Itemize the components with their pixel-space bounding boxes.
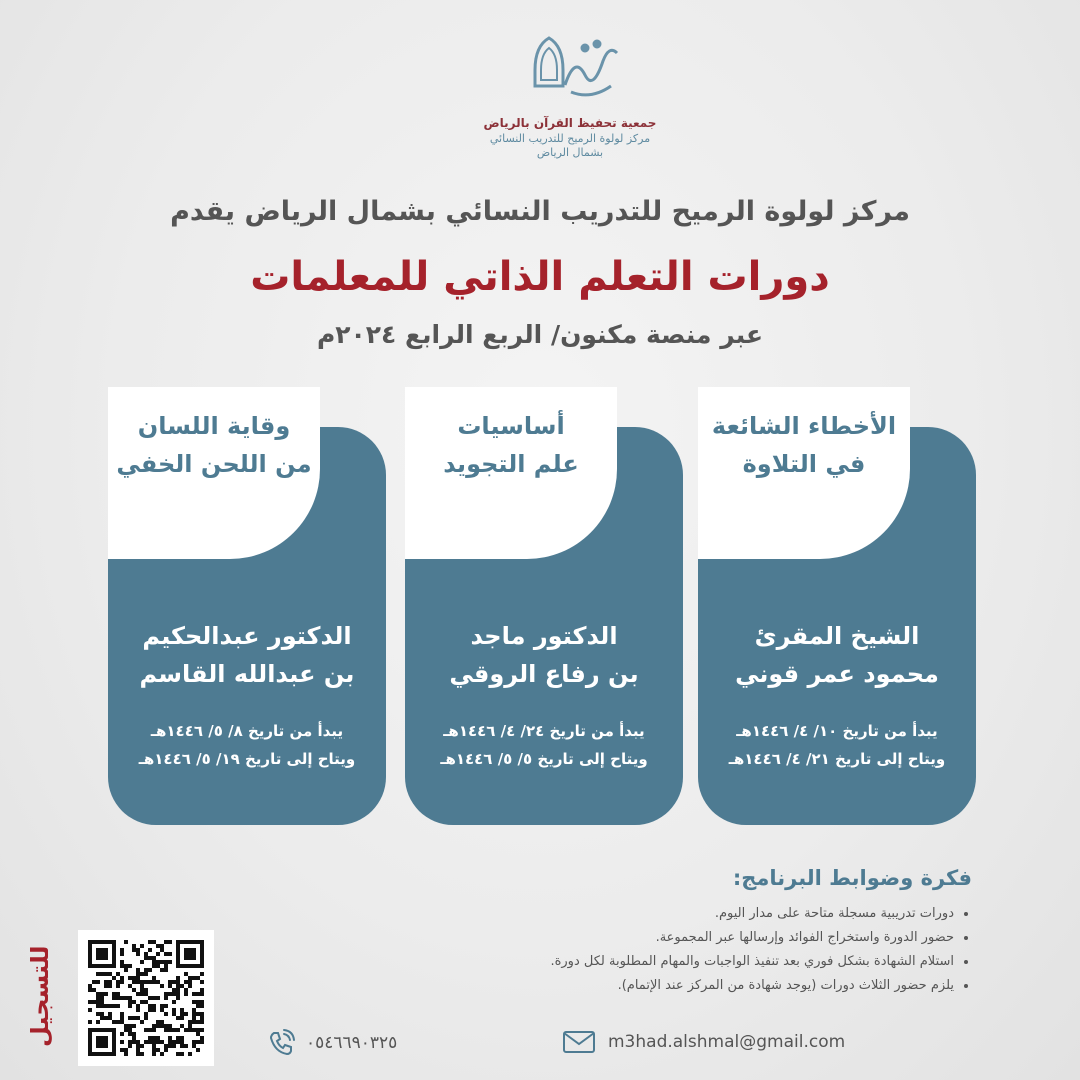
email-address: m3had.alshmal@gmail.com <box>608 1032 846 1052</box>
course-title-line-1: الأخطاء الشائعة <box>711 412 897 440</box>
rule-item: • يلزم حضور الثلاث دورات (يوجد شهادة من المركز عند الإتمام). <box>354 974 954 998</box>
course-instructor <box>698 617 976 693</box>
rule-item: • دورات تدريبية مسجلة متاحة على مدار اليوم. <box>354 902 954 926</box>
rules-list <box>354 902 972 998</box>
register-label: للتسجيل <box>26 945 54 1047</box>
course-start-date: يبدأ من تاريخ ٨/ ٥/ ١٤٤٦هـ <box>150 722 344 740</box>
instructor-line-2: محمود عمر قوني <box>735 660 939 688</box>
course-instructor <box>405 617 683 693</box>
rule-item: • استلام الشهادة بشكل فوري بعد تنفيذ الواجبات والمهام المطلوبة لكل دورة. <box>354 950 954 974</box>
course-start-date: يبدأ من تاريخ ٢٤/ ٤/ ١٤٤٦هـ <box>443 722 645 740</box>
instructor-line-1: الشيخ المقرئ <box>754 622 920 650</box>
course-title-line-1: وقاية اللسان <box>137 412 291 440</box>
course-instructor <box>108 617 386 693</box>
course-card-title-tab <box>108 387 320 559</box>
logo-line-2: مركز لولوة الرميح للتدريب النسائي <box>489 132 651 145</box>
instructor-line-2: بن عبدالله القاسم <box>139 660 355 688</box>
course-title <box>405 407 617 483</box>
logo <box>470 30 670 159</box>
rule-item: • حضور الدورة واستخراج الفوائد وإرسالها عبر المجموعة. <box>354 926 954 950</box>
course-end-date: ويتاح إلى تاريخ ٥/ ٥/ ١٤٤٦هـ <box>440 750 648 768</box>
logo-line-1: جمعية تحفيظ القرآن بالرياض <box>483 116 657 130</box>
phone-contact[interactable] <box>266 1028 397 1058</box>
course-title-line-2: علم التجويد <box>443 450 579 478</box>
instructor-line-1: الدكتور ماجد <box>470 622 618 650</box>
phone-icon <box>266 1028 296 1058</box>
course-title-line-2: من اللحن الخفي <box>116 450 312 478</box>
qr-code-icon[interactable] <box>78 930 214 1066</box>
course-card-title-tab <box>405 387 617 559</box>
phone-number: ٠٥٤٦٦٩٠٣٢٥ <box>306 1033 398 1053</box>
mail-icon <box>562 1030 596 1054</box>
course-end-date: ويتاح إلى تاريخ ١٩/ ٥/ ١٤٤٦هـ <box>138 750 356 768</box>
course-title <box>108 407 320 483</box>
course-dates <box>698 717 976 773</box>
course-title <box>698 407 910 483</box>
course-card-2 <box>405 412 683 825</box>
presenter-text: مركز لولوة الرميح للتدريب النسائي بشمال الرياض يقدم <box>170 196 910 227</box>
logo-line-3: بشمال الرياض <box>536 146 604 159</box>
instructor-line-1: الدكتور عبدالحكيم <box>142 622 352 650</box>
course-title-line-1: أساسيات <box>457 412 565 440</box>
makenon-logo-icon <box>515 30 625 110</box>
course-card-title-tab <box>698 387 910 559</box>
email-contact[interactable] <box>562 1030 845 1054</box>
course-dates <box>108 717 386 773</box>
page-subtitle: عبر منصة مكنون/ الربع الرابع ٢٠٢٤م <box>316 320 764 349</box>
course-dates <box>405 717 683 773</box>
rules-title: فكرة وضوابط البرنامج: <box>732 866 972 890</box>
course-title-line-2: في التلاوة <box>742 450 866 478</box>
instructor-line-2: بن رفاع الروقي <box>449 660 639 688</box>
qr-code-graphic <box>80 932 212 1064</box>
course-card-1 <box>698 412 976 825</box>
page-title: دورات التعلم الذاتي للمعلمات <box>250 254 830 300</box>
course-start-date: يبدأ من تاريخ ١٠/ ٤/ ١٤٤٦هـ <box>736 722 938 740</box>
course-end-date: ويتاح إلى تاريخ ٢١/ ٤/ ١٤٤٦هـ <box>728 750 946 768</box>
course-card-3 <box>108 412 386 825</box>
